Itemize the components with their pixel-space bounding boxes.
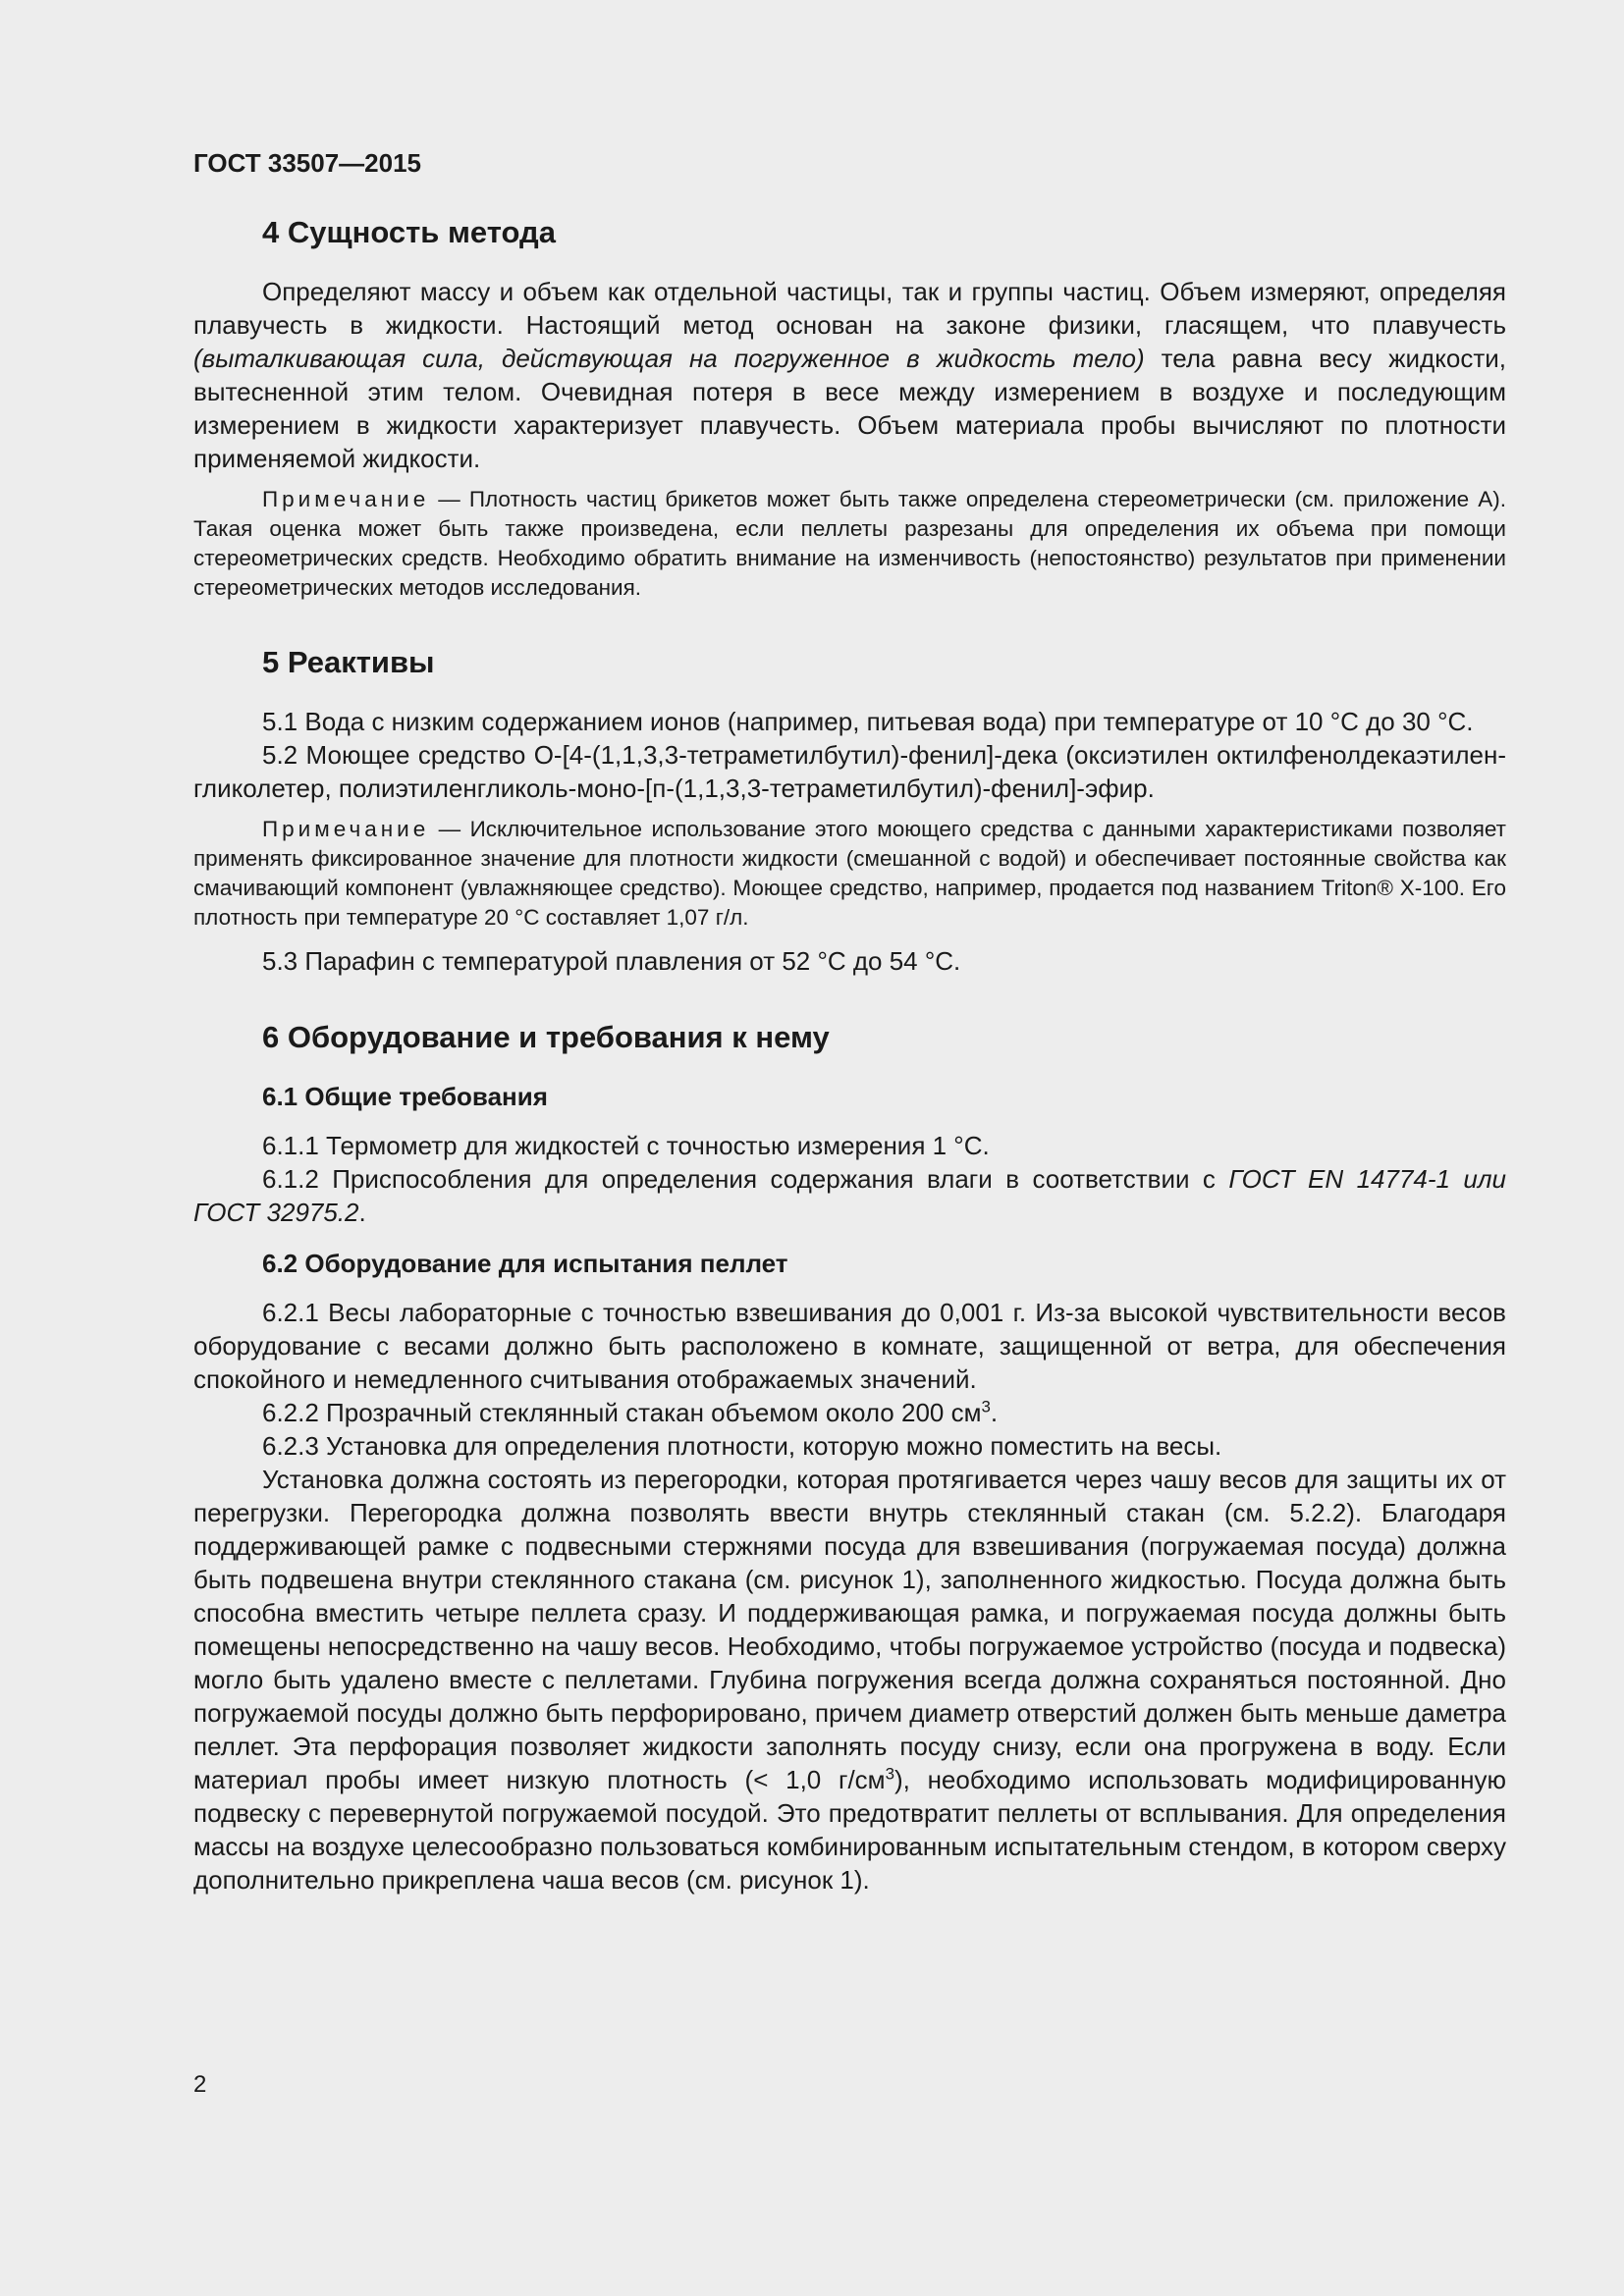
installation-paragraph (193, 1463, 1506, 1896)
installation-text-end: ), необходимо использовать модифицированную подвеску с перевернутой погружаемой посудой. Это предотвратит пеллеты от всплывания. Для определения массы на воздухе целесообразно пользоваться комбинированным испытательным стендом, в котором сверху дополнительно прикреплена чаша весов (см. рисунок 1). (193, 1765, 1506, 1895)
section-4-paragraph (193, 275, 1506, 475)
paragraph-6-2-2-start: 6.2.2 Прозрачный стеклянный стакан объемом около 200 см (262, 1398, 982, 1427)
page-number: 2 (193, 2071, 207, 2098)
superscript-3: 3 (981, 1397, 991, 1416)
superscript-3: 3 (885, 1764, 894, 1784)
section-4-text-start: Определяют массу и объем как отдельной частицы, так и группы частиц. Объем измеряют, определяя плавучесть в жидкости. Настоящий метод основан на законе физики, гласящем, что плавучесть (193, 277, 1506, 340)
paragraph-5-1: 5.1 Вода с низким содержанием ионов (например, питьевая вода) при температуре от 10 °С до 30 °С. (262, 707, 1474, 736)
document-code: ГОСТ 33507—2015 (193, 148, 421, 178)
subsection-6-2-heading: 6.2 Оборудование для испытания пеллет (262, 1249, 788, 1278)
note-text: — Плотность частиц брикетов может быть также определена стереометрически (см. приложение А). Такая оценка может быть также произведена, если пеллеты разрезаны для определения их объема при помощи стереометрических средств. Необходимо обратить внимание на изменчивость (непостоянство) результатов при применении стереометрических методов исследования. (193, 487, 1506, 600)
installation-text-start: Установка должна состоять из перегородки, которая протягивается через чашу весов для защиты их от перегрузки. Перегородка должна позволять ввести внутрь стеклянный стакан (см. 5.2.2). Благодаря поддерживающей рамке с подвесными стержнями посуда для взвешивания (погружаемая посуда) должна быть подвешена внутри стеклянного стакана (см. рисунок 1), заполненного жидкостью. Посуда должна быть способна вместить четыре пеллета сразу. И поддерживающая рамка, и погружаемая посуда должны быть помещены непосредственно на чашу весов. Необходимо, чтобы погружаемое устройство (посуда и подвеска) могло быть удалено вместе с пеллетами. Глубина погружения всегда должна сохраняться постоянной. Дно погружаемой посуды должно быть перфорировано, причем диаметр отверстий должен быть меньше даметра пеллет. Эта перфорация позволяет жидкости заполнять посуду снизу, если она прогружена в воду. Если материал пробы имеет низкую плотность (< 1,0 г/см (193, 1465, 1506, 1794)
note-label: Примечание (262, 487, 430, 511)
paragraph-6-1-2-end: . (358, 1198, 366, 1227)
standard-reference: ГОСТ EN 14774-1 или ГОСТ 32975.2 (193, 1164, 1506, 1227)
note-text: — Исключительное использование этого моющего средства с данными характеристиками позволяет применять фиксированное значение для плотности жидкости (смешанной с водой) и обеспечивает постоянные свойства как смачивающий компонент (увлажняющее средство). Моющее средство, например, продается под названием Triton® X-100. Его плотность при температуре 20 °С составляет 1,07 г/л. (193, 817, 1506, 930)
paragraph-6-2-3: 6.2.3 Установка для определения плотности, которую можно поместить на весы. (262, 1431, 1222, 1461)
paragraph-6-2-2 (193, 1396, 1506, 1429)
paragraph-6-1-2-start: 6.1.2 Приспособления для определения содержания влаги в соответствии с (262, 1164, 1229, 1194)
section-4-note (193, 485, 1506, 603)
paragraph-5-3: 5.3 Парафин с температурой плавления от 52 °С до 54 °С. (262, 946, 961, 976)
section-4-heading: 4 Сущность метода (262, 215, 556, 249)
section-6-heading: 6 Оборудование и требования к нему (262, 1020, 830, 1054)
paragraph-6-1-1: 6.1.1 Термометр для жидкостей с точностью измерения 1 °С. (262, 1131, 990, 1160)
page-content (193, 145, 1506, 1896)
paragraph-6-2-2-end: . (990, 1398, 999, 1427)
paragraph-6-2-1: 6.2.1 Весы лабораторные с точностью взвешивания до 0,001 г. Из-за высокой чувствительности весов оборудование с весами должно быть расположено в комнате, защищенной от ветра, для обеспечения спокойного и немедленного считывания отображаемых значений. (193, 1298, 1506, 1394)
note-label: Примечание (262, 817, 430, 841)
section-4-text-italic: (выталкивающая сила, действующая на погруженное в жидкость тело) (193, 344, 1145, 373)
section-4-text-end: тела равна весу жидкости, вытесненной этим телом. Очевидная потеря в весе между измерением в воздухе и последующим измерением в жидкости характеризует плавучесть. Объем материала пробы вычисляют по плотности применяемой жидкости. (193, 344, 1507, 473)
subsection-6-1-heading: 6.1 Общие требования (262, 1082, 548, 1111)
section-5-note (193, 815, 1506, 933)
paragraph-5-2: 5.2 Моющее средство О-[4-(1,1,3,3-тетраметилбутил)-фенил]-дека (оксиэтилен октилфенолдекаэтилен-гликолетер, полиэтиленгликоль-моно-[п-(1,1,3,3-тетраметилбутил)-фенил]-эфир. (193, 740, 1506, 803)
section-5-heading: 5 Реактивы (262, 645, 435, 679)
paragraph-6-1-2 (193, 1162, 1506, 1229)
